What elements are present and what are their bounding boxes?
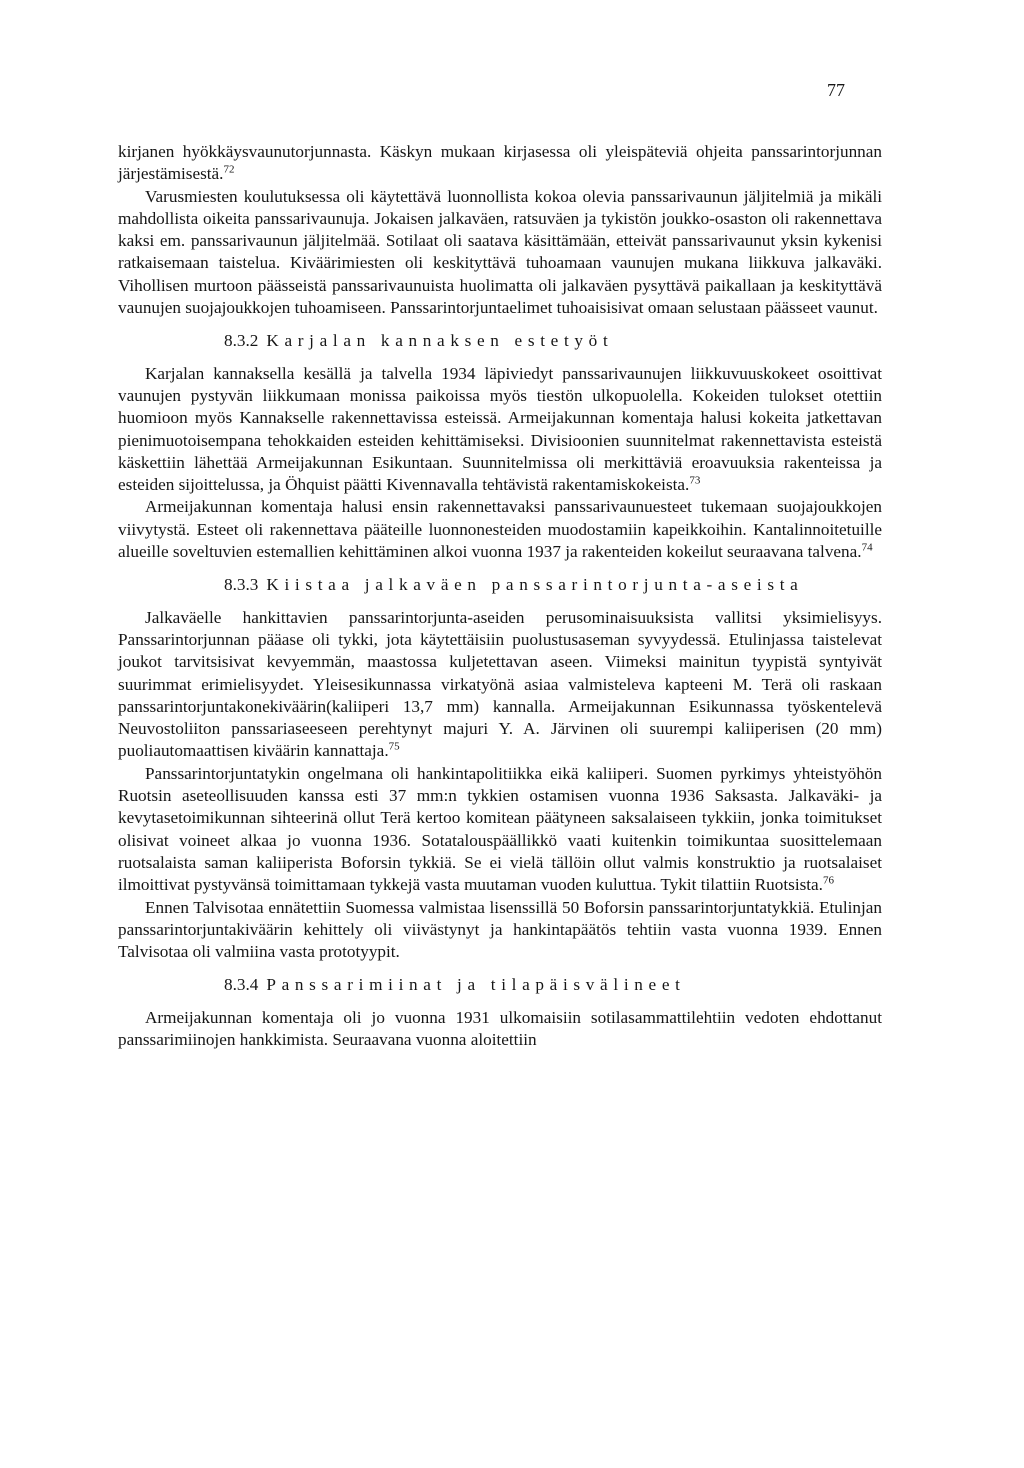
paragraph: [118, 141, 882, 186]
section-heading: [224, 330, 882, 352]
section-title: Panssarimiinat ja tilapäisvälineet: [266, 975, 686, 995]
page-number: 77: [827, 80, 845, 100]
section-heading: [224, 974, 882, 996]
paragraph: [118, 186, 882, 320]
footnote-marker: 72: [223, 163, 235, 176]
paragraph-text: kirjanen hyökkäysvaunutorjunnasta. Käskyn mukaan kirjasessa oli yleispäteviä ohjeita panssarintorjunnan järjestämisestä.: [118, 142, 882, 184]
paragraph: [118, 607, 882, 763]
paragraph: [118, 763, 882, 897]
footnote-marker: 75: [388, 740, 400, 753]
paragraph: [118, 897, 882, 964]
paragraph-text: Jalkaväelle hankittavien panssarintorjunta-aseiden perusominaisuuksista vallitsi yksimielisyys. Panssarintorjunnan pääase oli tykki, jota käytettäisiin puolustusaseman syvyydessä. Etulinjassa taistelevat joukot tarvitsisivat kevyemmän, maastossa kuljetettavan aseen. Viimeksi mainitun tyypistä syntyivät suurimmat erimielisyydet. Yleisesikunnassa virkatyönä asiaa valmisteleva kapteeni M. Terä oli raskaan panssarintorjuntakonekiväärin(kaliiperi 13,7 mm) kannalla. Armeijakunnan Esikunnassa työskentelevä Neuvostoliiton panssariaseeseen perehtynyt majuri Y. A. Järvinen oli suurempi kaliiperisen (20 mm) puoliautomaattisen kiväärin kannattaja.: [118, 607, 882, 761]
footnote-marker: 76: [822, 874, 834, 887]
footnote-marker: 74: [861, 541, 873, 554]
document-body: [118, 141, 882, 1051]
section-title: Kiistaa jalkaväen panssarintorjunta-aseista: [266, 575, 804, 595]
section-title: Karjalan kannaksen estetyöt: [266, 331, 614, 351]
paragraph-text: Ennen Talvisotaa ennätettiin Suomessa valmistaa lisenssillä 50 Boforsin panssarintorjuntatykkiä. Etulinjan panssarintorjuntakiväärin kehittely oli viivästynyt ja hankintapäätös tehtiin vasta vuonna 1939. Ennen Talvisotaa oli valmiina vasta prototyypit.: [118, 897, 882, 962]
section-heading: [224, 574, 882, 596]
footnote-marker: 73: [689, 474, 701, 487]
paragraph: [118, 363, 882, 497]
paragraph-text: Armeijakunnan komentaja halusi ensin rakennettavaksi panssarivaunuesteet tukemaan suojajoukkojen viivytystä. Esteet oli rakennettava pääteille luonnonesteiden muodostamiin kapeikkoihin. Kantalinnoitetuille alueille soveltuvien estemallien kehittäminen alkoi vuonna 1937 ja rakenteiden kokeilut seuraavana talvena.: [118, 497, 882, 562]
paragraph-text: Varusmiesten koulutuksessa oli käytettävä luonnollista kokoa olevia panssarivaunun jäljitelmiä ja mikäli mahdollista oikeita panssarivaunuja. Jokaisen jalkaväen, ratsuväen ja tykistön joukko-osaston oli rakennettava kaksi em. panssarivaunun jäljitelmää. Sotilaat oli saatava käsittämään, etteivät panssarivaunut yksin kykenisi ratkaisemaan taistelua. Kiväärimiesten oli keskityttävä tuhoamaan vaunujen mukana liikkuva jalkaväki. Vihollisen murtoon päässeistä panssarivaunuista huolimatta oli jalkaväen pysyttävä paikallaan ja keskityttävä vaunujen suojajoukkojen tuhoamiseen. Panssarintorjuntaelimet tuhoaisisivat omaan selustaan päässeet vaunut.: [118, 186, 882, 318]
section-number: 8.3.2: [224, 331, 259, 351]
paragraph: [118, 1007, 882, 1052]
paragraph-text: Panssarintorjuntatykin ongelmana oli hankintapolitiikka eikä kaliiperi. Suomen pyrkimys yhteistyöhön Ruotsin aseteollisuuden kanssa esti 37 mm:n tykkien ostamisen vuonna 1936 Saksasta. Jalkaväki- ja kevytasetoimikunnan sihteerinä ollut Terä kertoo komitean päätyneen saksalaiseen tykkiin, jonka toimitukset olisivat voineet alkaa jo vuonna 1936. Sotatalouspäällikkö vaati kuitenkin toimikuntaa suosittelemaan ruotsalaista saman kaliiperista Boforsin tykkiä. Se ei vielä tällöin ollut valmis konstruktio ja ruotsalaiset ilmoittivat pystyvänsä toimittamaan tykkejä vasta muutaman vuoden kuluttua. Tykit tilattiin Ruotsista.: [118, 763, 882, 895]
section-number: 8.3.4: [224, 975, 259, 995]
paragraph-text: Armeijakunnan komentaja oli jo vuonna 1931 ulkomaisiin sotilasammattilehtiin vedoten ehdottanut panssarimiinojen hankkimista. Seuraavana vuonna aloitettiin: [118, 1007, 882, 1049]
paragraph: [118, 496, 882, 563]
section-number: 8.3.3: [224, 575, 259, 595]
paragraph-text: Karjalan kannaksella kesällä ja talvella 1934 läpiviedyt panssarivaunujen liikkuvuuskokeet osoittivat vaunujen pystyvän liikkumaan monissa paikoissa myös tiestön ulkopuolella. Kokeiden tulokset otettiin huomioon myös Kannakselle rakennettavissa esteissä. Armeijakunnan komentaja halusi kokeita jatkettavan pienimuotoisempana tehokkaiden esteiden kehittämiseksi. Divisioonien suunnitelmat rakennettavista esteistä käskettiin lähettää Armeijakunnan Esikuntaan. Suunnitelmissa oli merkittäviä eroavuuksia rakenteissa ja esteiden sijoittelussa, ja Öhquist päätti Kivennavalla tehtävistä rakentamiskokeista.: [118, 363, 882, 495]
